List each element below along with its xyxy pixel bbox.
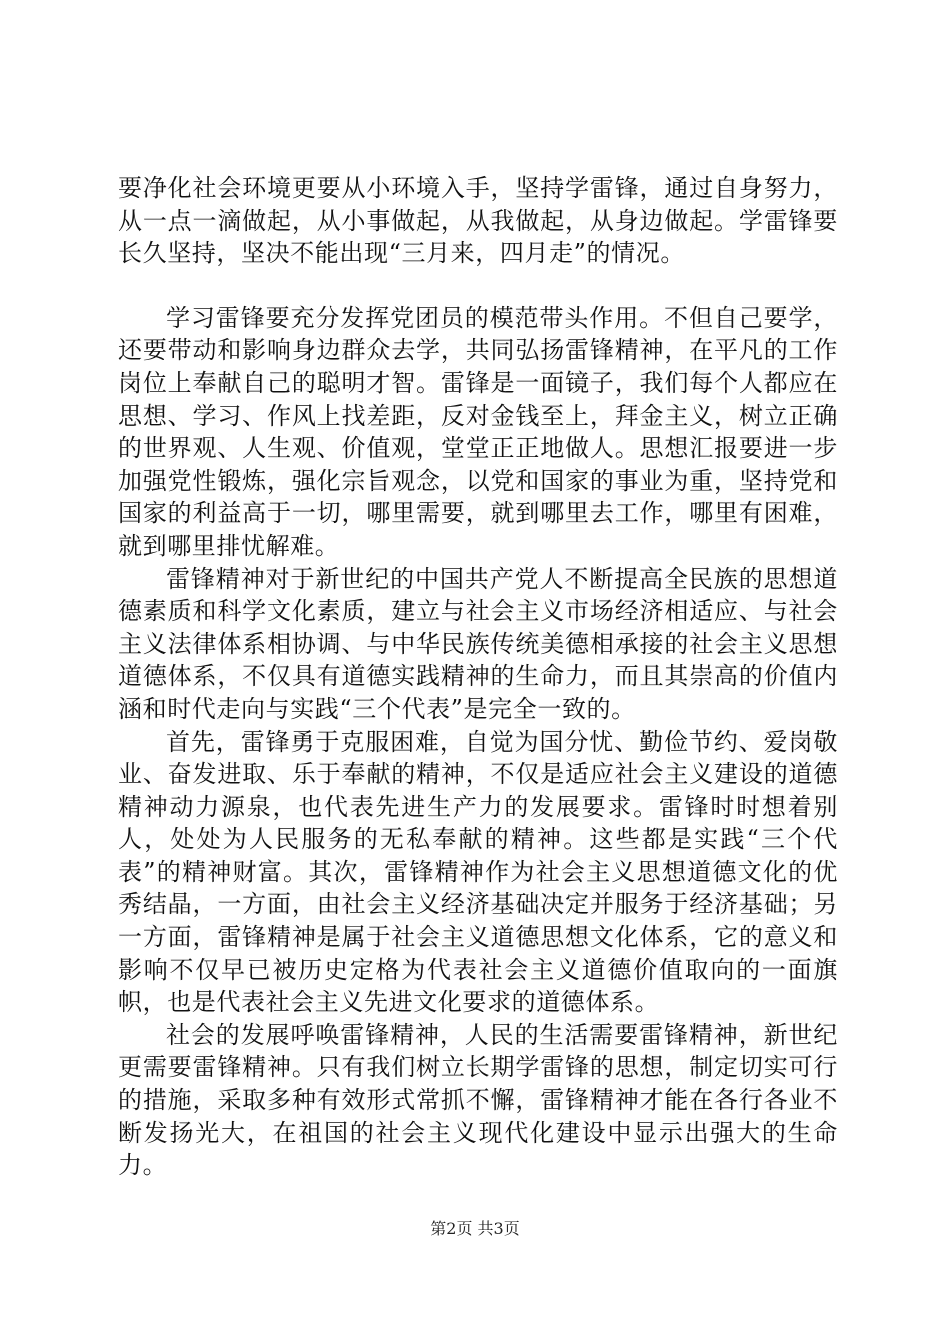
paragraph: 学习雷锋要充分发挥党团员的模范带头作用。不但自己要学，还要带动和影响身边群众去学，共同弘扬雷锋精神，在平凡的工作岗位上奉献自己的聪明才智。雷锋是一面镜子，我们每个人都应在思想、学习、作风上找差距，反对金钱至上，拜金主义，树立正确的世界观、人生观、价值观，堂堂正正地做人。思想汇报要进一步加强党性锻炼，强化宗旨观念，以党和国家的事业为重，坚持党和国家的利益高于一切，哪里需要，就到哪里去工作，哪里有困难，就到哪里排忧解难。 [118, 303, 838, 560]
paragraph: 首先，雷锋勇于克服困难，自觉为国分忧、勤俭节约、爱岗敬业、奋发进取、乐于奉献的精神，不仅是适应社会主义建设的道德精神动力源泉，也代表先进生产力的发展要求。雷锋时时想着别人，处处为人民服务的无私奉献的精神。这些都是实践“三个代表”的精神财富。其次，雷锋精神作为社会主义思想道德文化的优秀结晶，一方面，由社会主义经济基础决定并服务于经济基础；另一方面，雷锋精神是属于社会主义道德思想文化体系，它的意义和影响不仅早已被历史定格为代表社会主义道德价值取向的一面旗帜，也是代表社会主义先进文化要求的道德体系。 [118, 727, 838, 1017]
paragraph: 雷锋精神对于新世纪的中国共产党人不断提高全民族的思想道德素质和科学文化素质，建立与社会主义市场经济相适应、与社会主义法律体系相协调、与中华民族传统美德相承接的社会主义思想道德体系，不仅具有道德实践精神的生命力，而且其崇高的价值内涵和时代走向与实践“三个代表”是完全一致的。 [118, 564, 838, 723]
document-body [118, 172, 838, 1182]
paragraph-continuation: 要净化社会环境更要从小环境入手，坚持学雷锋，通过自身努力，从一点一滴做起，从小事做起，从我做起，从身边做起。学雷锋要长久坚持，坚决不能出现“三月来，四月走”的情况。 [118, 174, 838, 268]
paragraph: 社会的发展呼唤雷锋精神，人民的生活需要雷锋精神，新世纪更需要雷锋精神。只有我们树立长期学雷锋的思想，制定切实可行的措施，采取多种有效形式常抓不懈，雷锋精神才能在各行各业不断发扬光大，在祖国的社会主义现代化建设中显示出强大的生命力。 [118, 1020, 838, 1180]
page-number-footer: 第2页 共3页 [430, 1219, 520, 1238]
